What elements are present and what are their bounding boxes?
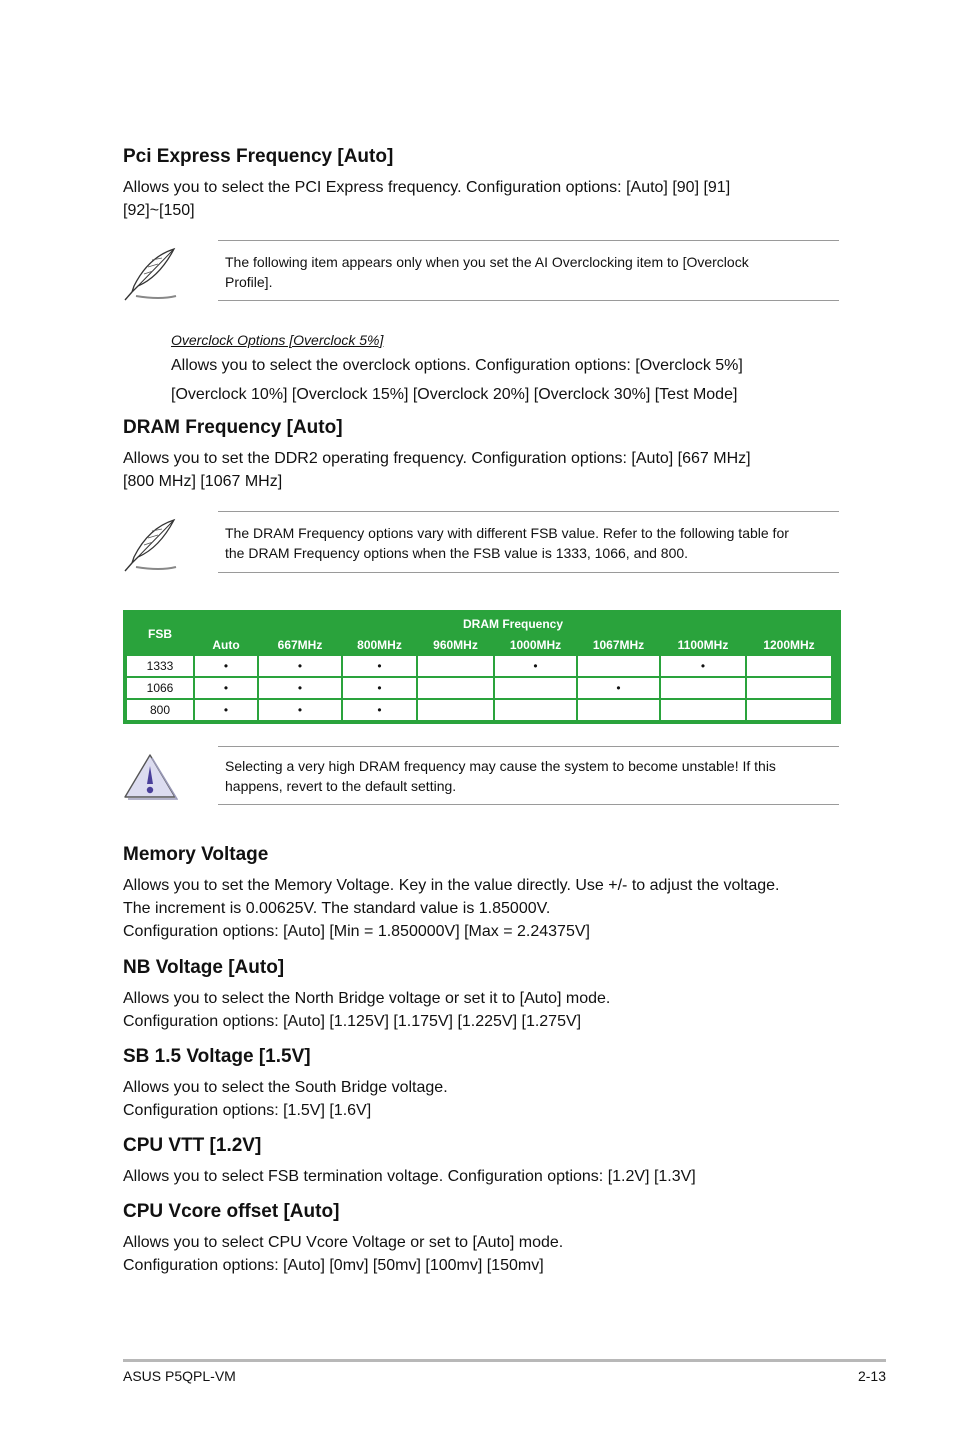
column-header: 1100MHz <box>661 635 745 654</box>
exclamation-warning-icon <box>122 752 178 800</box>
text-line: Allows you to select FSB termination voltage. Configuration options: [1.2V] [1.3V] <box>123 1168 696 1185</box>
dram-frequency-header: DRAM Frequency <box>195 614 831 633</box>
note-bottom-rule <box>218 572 839 573</box>
text-line: [92]~[150] <box>123 202 195 219</box>
text-line: The increment is 0.00625V. The standard value is 1.85000V. <box>123 900 551 917</box>
heading-pci-express-frequency: Pci Express Frequency [Auto] <box>123 146 394 167</box>
heading-nb-voltage: NB Voltage [Auto] <box>123 957 285 978</box>
table-cell <box>661 700 745 720</box>
footer-page-number: 2-13 <box>857 1368 886 1384</box>
pci-express-description <box>123 176 730 222</box>
table-row <box>127 700 831 720</box>
footer-rule <box>123 1359 886 1362</box>
heading-cpu-vtt: CPU VTT [1.2V] <box>123 1135 262 1156</box>
table-cell: • <box>343 678 416 698</box>
fsb-header: FSB <box>127 614 193 654</box>
table-cell <box>495 678 576 698</box>
table-cell <box>747 700 831 720</box>
feather-quill-icon <box>122 517 180 573</box>
note-overclock-profile <box>225 252 749 292</box>
heading-dram-frequency: DRAM Frequency [Auto] <box>123 417 343 438</box>
table-row <box>127 678 831 698</box>
nb-voltage-description <box>123 987 610 1033</box>
text-line: [Overclock 10%] [Overclock 15%] [Overclock 20%] [Overclock 30%] [Test Mode] <box>171 386 738 403</box>
note-top-rule <box>218 511 839 512</box>
text-line: Configuration options: [Auto] [0mv] [50mv] [100mv] [150mv] <box>123 1257 544 1274</box>
heading-cpu-vcore-offset: CPU Vcore offset [Auto] <box>123 1201 340 1222</box>
note-top-rule <box>218 240 839 241</box>
warning-dram-unstable <box>225 756 776 796</box>
table-row <box>127 656 831 676</box>
text-line: happens, revert to the default setting. <box>225 778 457 794</box>
fsb-value: 800 <box>127 700 193 720</box>
table-cell: • <box>195 678 257 698</box>
feather-quill-icon <box>122 246 180 302</box>
table-cell: • <box>259 656 341 676</box>
text-line: Allows you to select the South Bridge voltage. <box>123 1079 448 1096</box>
dram-frequency-table <box>123 610 841 724</box>
text-line: Allows you to select CPU Vcore Voltage or set to [Auto] mode. <box>123 1234 564 1251</box>
dram-frequency-description <box>123 447 751 493</box>
sb-voltage-description <box>123 1076 448 1122</box>
footer-product-name: ASUS P5QPL-VM <box>123 1368 236 1384</box>
text-line: Allows you to select the North Bridge voltage or set it to [Auto] mode. <box>123 990 611 1007</box>
table-cell: • <box>661 656 745 676</box>
memory-voltage-description <box>123 874 779 943</box>
cpu-vtt-description <box>123 1165 696 1188</box>
warning-bottom-rule <box>218 804 839 805</box>
note-dram-frequency-fsb <box>225 523 789 563</box>
table-cell <box>747 656 831 676</box>
text-line: Configuration options: [Auto] [1.125V] [1.175V] [1.225V] [1.275V] <box>123 1013 582 1030</box>
text-line: Selecting a very high DRAM frequency may cause the system to become unstable! If this <box>225 758 776 774</box>
table-cell <box>578 656 659 676</box>
text-line: The DRAM Frequency options vary with different FSB value. Refer to the following table for <box>225 525 789 541</box>
column-header: 960MHz <box>418 635 493 654</box>
table-cell <box>418 678 493 698</box>
warning-top-rule <box>218 746 839 747</box>
column-header: 800MHz <box>343 635 416 654</box>
table-cell: • <box>259 678 341 698</box>
table-cell: • <box>578 678 659 698</box>
table-cell <box>661 678 745 698</box>
table-cell: • <box>259 700 341 720</box>
text-line: Allows you to set the Memory Voltage. Key in the value directly. Use +/- to adjust the voltage. <box>123 877 780 894</box>
table-cell <box>578 700 659 720</box>
text-line: The following item appears only when you set the AI Overclocking item to [Overclock <box>225 254 749 270</box>
table-cell <box>418 700 493 720</box>
cpu-vcore-offset-description <box>123 1231 563 1277</box>
column-header: 1000MHz <box>495 635 576 654</box>
column-header: 1067MHz <box>578 635 659 654</box>
text-line: Configuration options: [Auto] [Min = 1.850000V] [Max = 2.24375V] <box>123 923 590 940</box>
text-line: Profile]. <box>225 274 273 290</box>
table-cell <box>495 700 576 720</box>
table-cell: • <box>195 656 257 676</box>
overclock-options-title: Overclock Options [Overclock 5%] <box>171 332 384 348</box>
column-header: 1200MHz <box>747 635 831 654</box>
table-cell: • <box>343 656 416 676</box>
overclock-options-description <box>171 351 743 409</box>
text-line: the DRAM Frequency options when the FSB value is 1333, 1066, and 800. <box>225 545 689 561</box>
table-cell <box>747 678 831 698</box>
text-line: Allows you to set the DDR2 operating frequency. Configuration options: [Auto] [667 MHz] <box>123 450 751 467</box>
fsb-value: 1066 <box>127 678 193 698</box>
text-line: [800 MHz] [1067 MHz] <box>123 473 283 490</box>
heading-sb-voltage: SB 1.5 Voltage [1.5V] <box>123 1046 311 1067</box>
column-header: Auto <box>195 635 257 654</box>
text-line: Allows you to select the overclock options. Configuration options: [Overclock 5%] <box>171 357 743 374</box>
text-line: Configuration options: [1.5V] [1.6V] <box>123 1102 372 1119</box>
column-header: 667MHz <box>259 635 341 654</box>
heading-memory-voltage: Memory Voltage <box>123 844 269 865</box>
table-cell <box>418 656 493 676</box>
fsb-value: 1333 <box>127 656 193 676</box>
note-bottom-rule <box>218 300 839 301</box>
table-cell: • <box>495 656 576 676</box>
table-cell: • <box>195 700 257 720</box>
text-line: Allows you to select the PCI Express frequency. Configuration options: [Auto] [90] [91] <box>123 179 731 196</box>
table-cell: • <box>343 700 416 720</box>
